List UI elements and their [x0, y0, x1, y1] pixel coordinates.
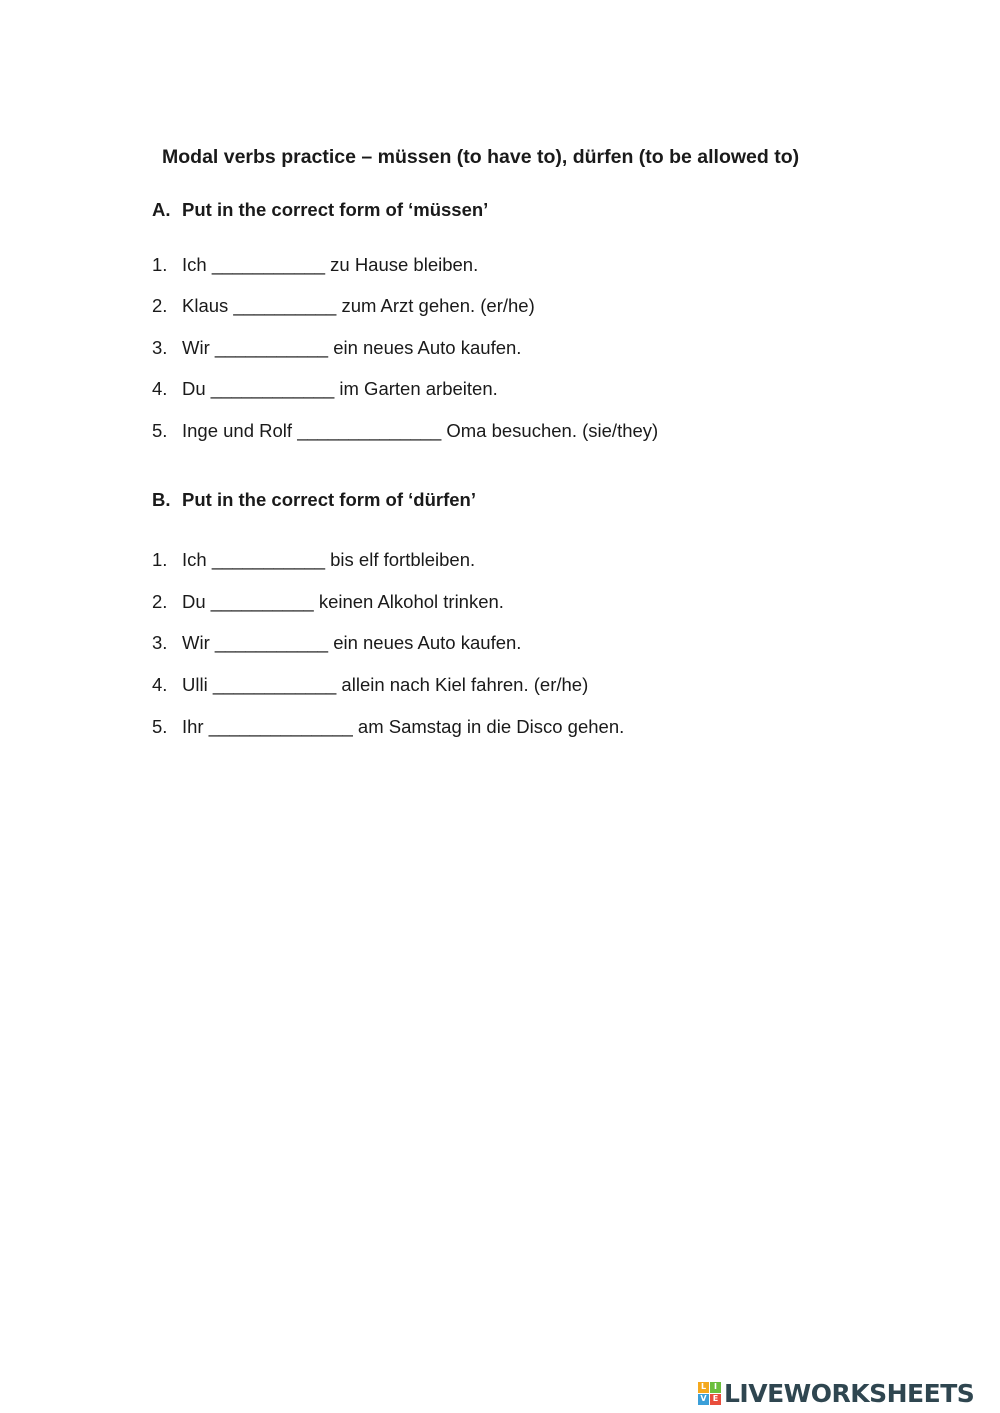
section-heading-text: Put in the correct form of ‘dürfen’: [182, 489, 476, 510]
logo-mark-cell: L: [698, 1382, 709, 1393]
logo-text: LIVEWORKSHEETS: [724, 1378, 975, 1408]
section-letter: B.: [152, 489, 171, 510]
item-text: Ich ___________ zu Hause bleiben.: [182, 254, 479, 275]
item-number: 3.: [152, 337, 168, 358]
item-number: 1.: [152, 254, 168, 275]
logo-mark-icon: [698, 1382, 721, 1405]
item-number: 3.: [152, 632, 168, 653]
item-text: Ich ___________ bis elf fortbleiben.: [182, 549, 476, 570]
exercise-item: [152, 378, 498, 400]
logo-mark-cell: V: [698, 1394, 709, 1405]
item-text: Klaus __________ zum Arzt gehen. (er/he): [182, 295, 535, 316]
item-text: Du ____________ im Garten arbeiten.: [182, 378, 498, 399]
item-text: Wir ___________ ein neues Auto kaufen.: [182, 632, 522, 653]
section-b-heading: [152, 489, 476, 511]
item-number: 1.: [152, 549, 168, 570]
logo-mark-cell: I: [710, 1382, 721, 1393]
item-number: 2.: [152, 295, 168, 316]
item-number: 2.: [152, 591, 168, 612]
logo-mark-cell: E: [710, 1394, 721, 1405]
item-text: Ulli ____________ allein nach Kiel fahren. (er/he): [182, 674, 589, 695]
exercise-item: [152, 337, 521, 359]
exercise-item: [152, 716, 624, 738]
exercise-item: [152, 674, 588, 696]
item-text: Du __________ keinen Alkohol trinken.: [182, 591, 504, 612]
exercise-item: [152, 254, 478, 276]
exercise-item: [152, 295, 535, 317]
item-number: 5.: [152, 420, 168, 441]
section-letter: A.: [152, 199, 171, 220]
exercise-item: [152, 549, 475, 571]
item-text: Ihr ______________ am Samstag in die Disco gehen.: [182, 716, 625, 737]
section-heading-text: Put in the correct form of ‘müssen’: [182, 199, 489, 220]
exercise-item: [152, 591, 504, 613]
item-text: Wir ___________ ein neues Auto kaufen.: [182, 337, 522, 358]
item-number: 4.: [152, 378, 168, 399]
liveworksheets-logo: [698, 1377, 974, 1409]
section-a-heading: [152, 199, 488, 221]
page-title: Modal verbs practice – müssen (to have to), dürfen (to be allowed to): [162, 146, 800, 168]
exercise-item: [152, 632, 521, 654]
exercise-item: [152, 420, 658, 442]
item-number: 4.: [152, 674, 168, 695]
item-text: Inge und Rolf ______________ Oma besuchen. (sie/they): [182, 420, 659, 441]
item-number: 5.: [152, 716, 168, 737]
